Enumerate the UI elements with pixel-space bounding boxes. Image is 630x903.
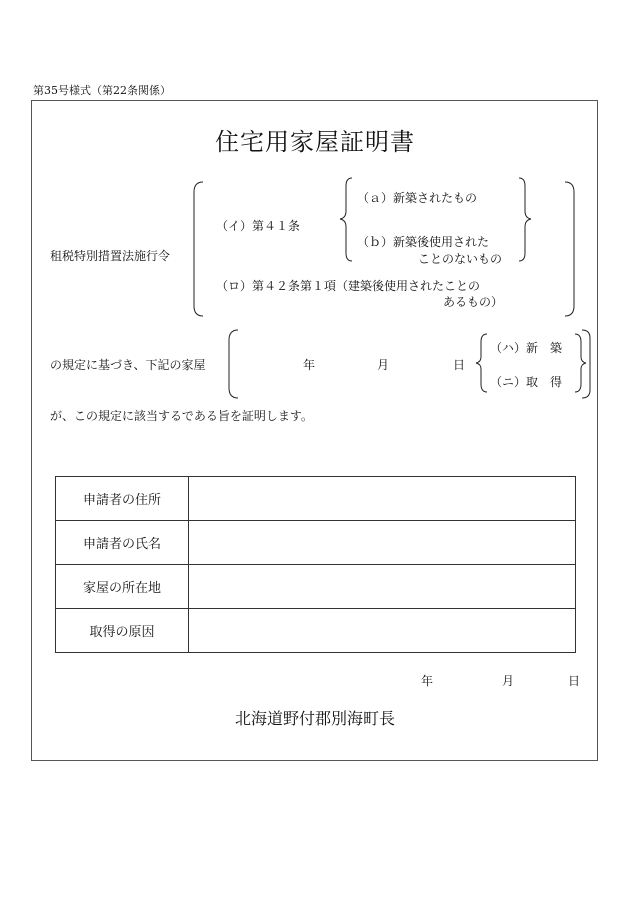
form-number: 第35号様式（第22条関係） bbox=[33, 84, 171, 97]
acquisition-cause-value[interactable] bbox=[189, 609, 576, 653]
table-row bbox=[56, 565, 576, 609]
certify-statement: が、この規定に該当するである旨を証明します。 bbox=[50, 409, 313, 423]
clause-ro-label-line2: あるもの） bbox=[443, 295, 504, 309]
statute-right-bracket bbox=[565, 182, 574, 316]
table-row bbox=[56, 609, 576, 653]
table-row bbox=[56, 477, 576, 521]
hani-left-brace bbox=[476, 334, 487, 392]
ab-left-brace bbox=[340, 178, 352, 261]
clause-ro-label-line1: （ロ）第４２条第１項（建築後使用されたことの bbox=[216, 279, 481, 293]
date-month-label: 月 bbox=[377, 358, 390, 372]
location-label: 家屋の所在地 bbox=[56, 565, 189, 609]
clause-ni-label: （ニ）取 得 bbox=[490, 375, 563, 389]
date-day-label: 日 bbox=[453, 358, 466, 372]
page-title: 住宅用家屋証明書 bbox=[215, 128, 415, 156]
law-name: 租税特別措置法施行令 bbox=[50, 249, 171, 263]
statute-left-bracket bbox=[194, 182, 203, 316]
date-left-bracket bbox=[229, 330, 238, 398]
applicant-info-table bbox=[55, 476, 576, 653]
footer-month-label: 月 bbox=[502, 674, 515, 688]
name-label: 申請者の氏名 bbox=[56, 521, 189, 565]
acquisition-cause-label: 取得の原因 bbox=[56, 609, 189, 653]
name-value[interactable] bbox=[189, 521, 576, 565]
footer-day-label: 日 bbox=[568, 674, 581, 688]
date-year-label: 年 bbox=[303, 358, 316, 372]
address-label: 申請者の住所 bbox=[56, 477, 189, 521]
hani-right-brace bbox=[575, 334, 586, 392]
clause-a-label: （ａ）新築されたもの bbox=[357, 191, 478, 205]
footer-year-label: 年 bbox=[421, 674, 434, 688]
clause-i-label: （イ）第４１条 bbox=[216, 219, 301, 233]
address-value[interactable] bbox=[189, 477, 576, 521]
table-row bbox=[56, 521, 576, 565]
clause-b-label-line2: ことのないもの bbox=[418, 252, 503, 266]
clause-ha-label: （ハ）新 築 bbox=[490, 341, 563, 355]
regulation-prefix: の規定に基づき、下記の家屋 bbox=[50, 358, 206, 372]
issuer-name: 北海道野付郡別海町長 bbox=[234, 709, 395, 728]
clause-b-label-line1: （ｂ）新築後使用された bbox=[357, 235, 490, 249]
ab-right-brace bbox=[519, 178, 531, 261]
location-value[interactable] bbox=[189, 565, 576, 609]
